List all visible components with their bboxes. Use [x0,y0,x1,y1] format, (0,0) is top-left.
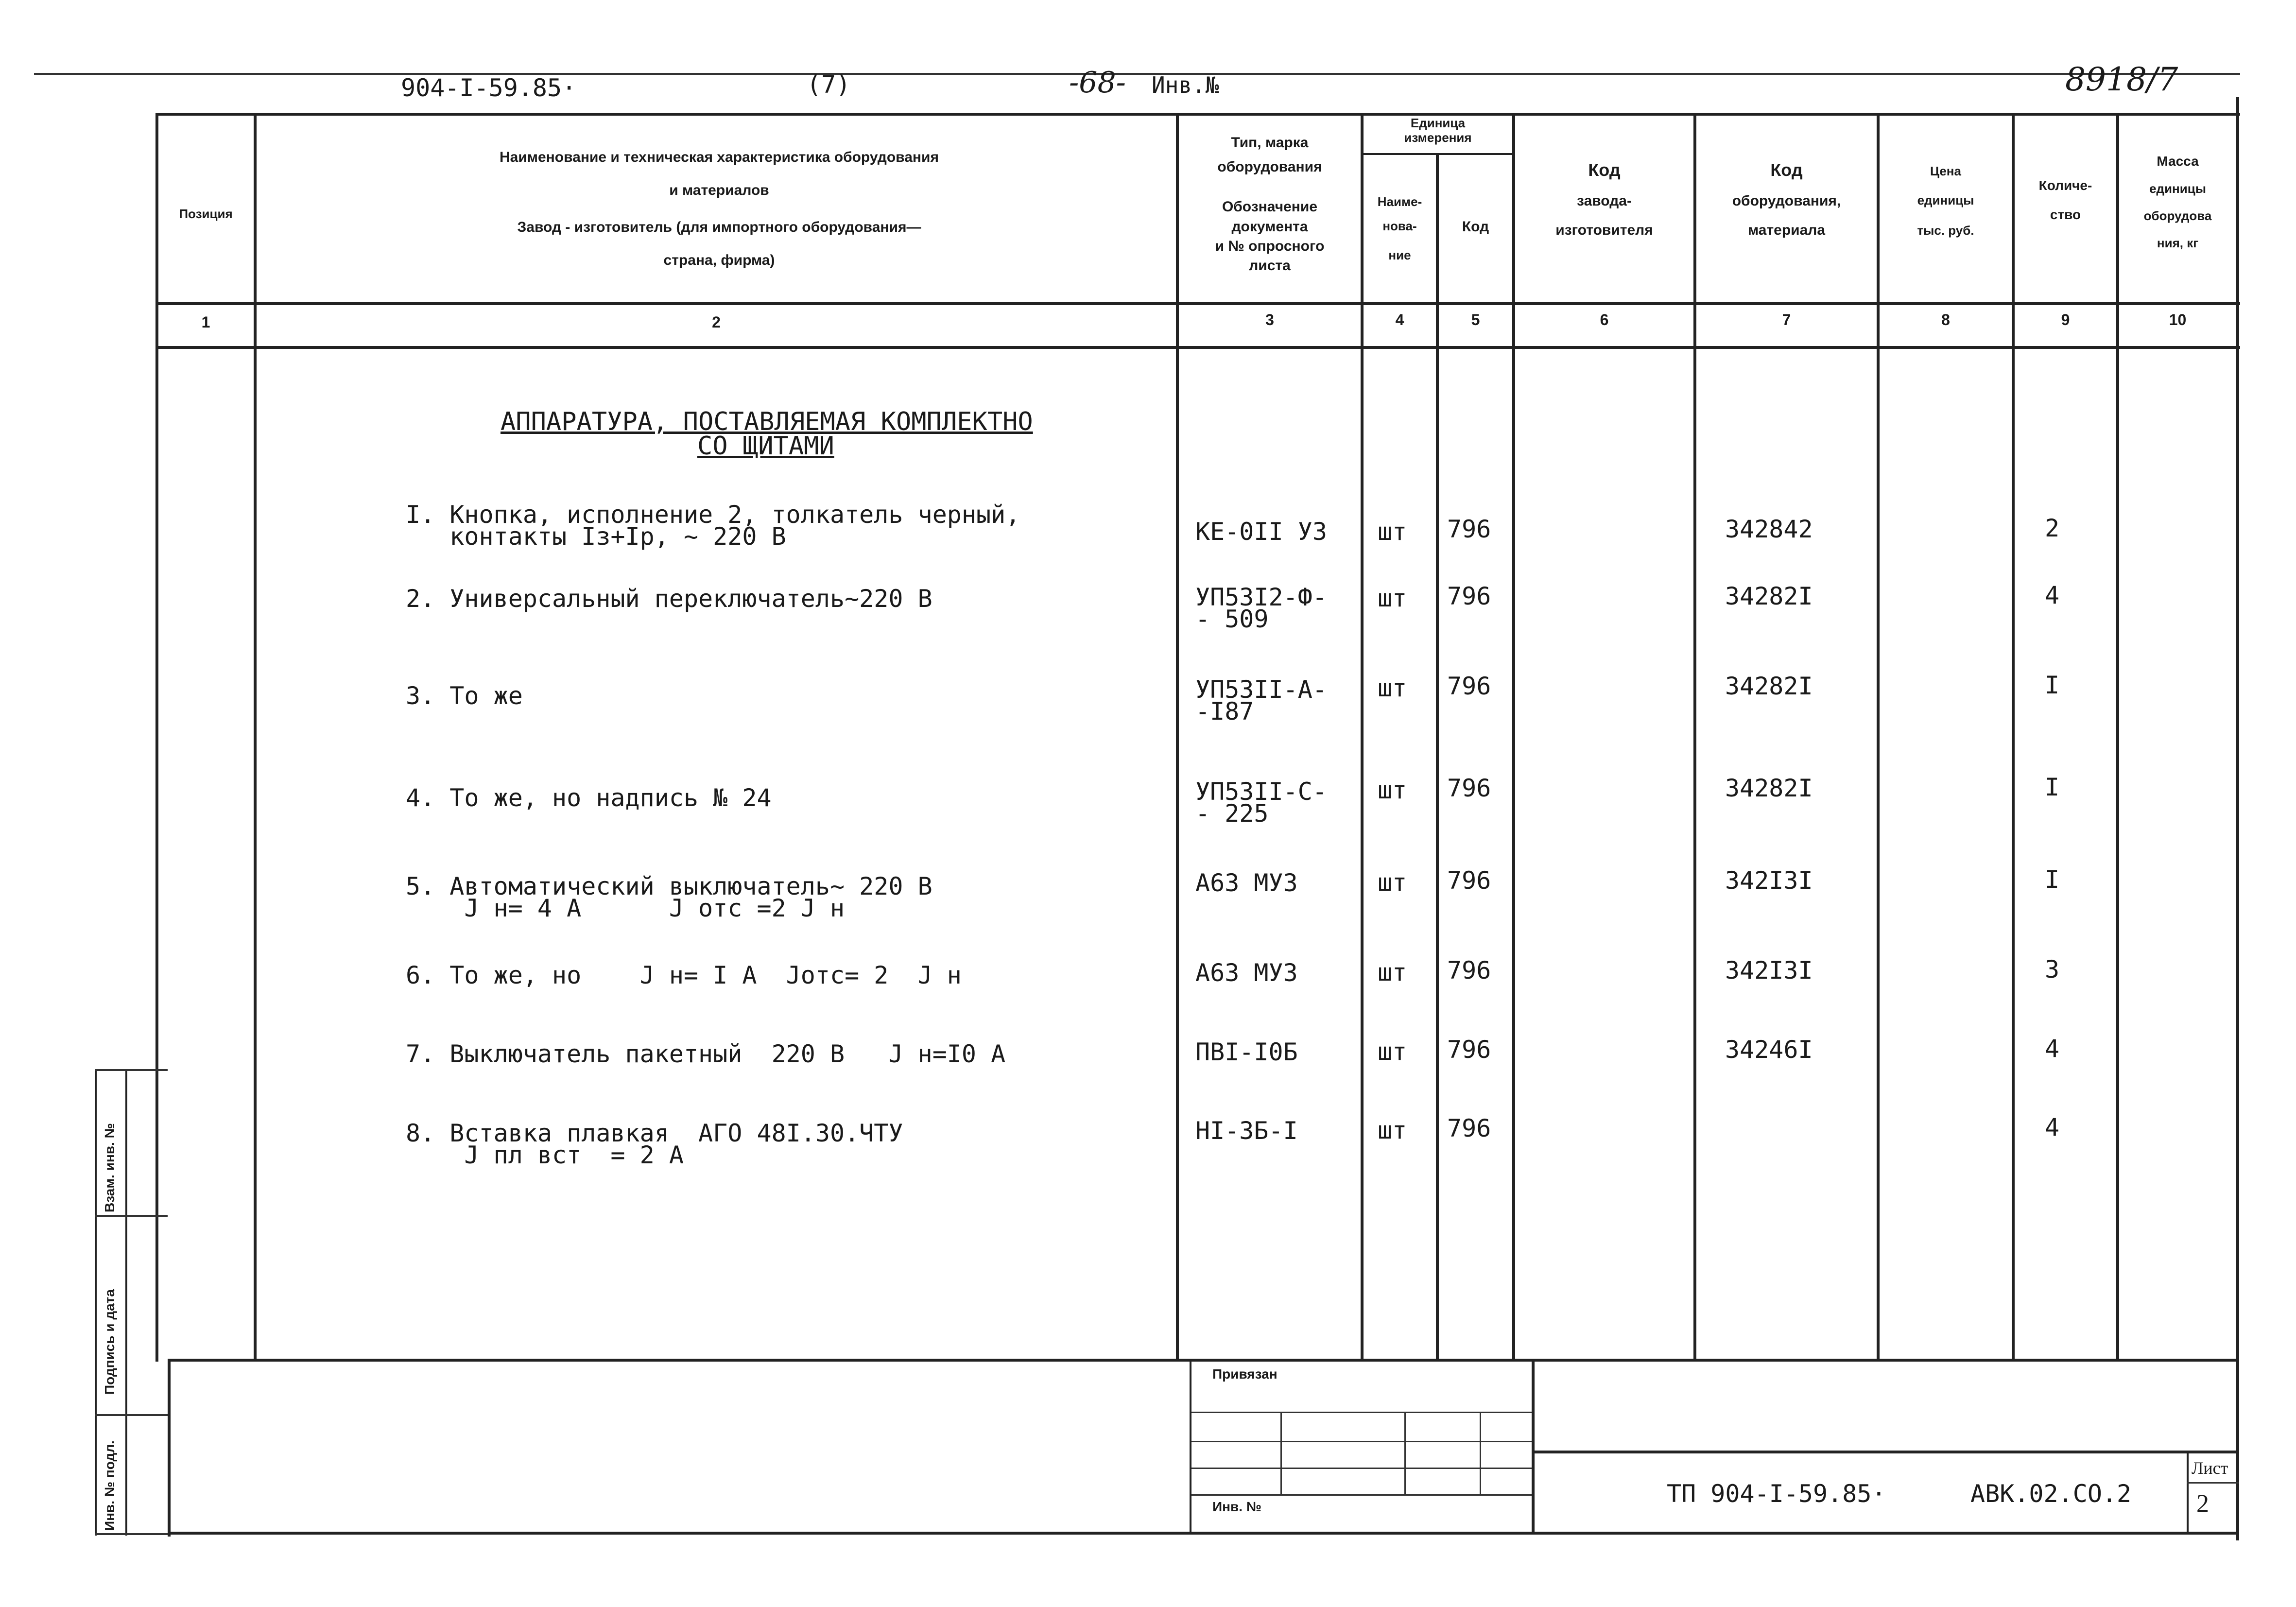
privyazan-col-1 [1280,1412,1282,1494]
header-type-l6: листа [1249,258,1291,274]
row6-code: 796 [1447,956,1491,985]
row6-type: А63 МУЗ [1195,959,1298,987]
side-podpis-label: Подпись и дата [102,1289,117,1395]
section-title-l1: АППАРАТУРА, ПОСТАВЛЯЕМАЯ КОМПЛЕКТНО [501,407,1033,436]
page-paren: (7) [807,70,851,99]
row3-name-l1: 3. То же [406,682,523,710]
header-mass-l1: Масса [2157,154,2199,169]
row1-type: КЕ-0II УЗ [1195,518,1327,546]
row8-name-l1: 8. Вставка плавкая АГО 48I.30.ЧТУ [406,1119,903,1147]
stamp-doc-code: ТП 904-I-59.85· [1667,1480,1886,1508]
row1-unit: шт [1378,518,1407,546]
row3-material: 34282I [1725,672,1813,700]
row6-name-l1: 6. То же, но J н= I А Jотс= 2 J н [406,961,962,989]
side-vzam-label: Взам. инв. № [102,1123,117,1212]
stamp-bottom-line [168,1532,2239,1535]
row2-type-l2: - 509 [1195,605,1269,633]
row1-name-l1: I. Кнопка, исполнение 2, толкатель черный, [406,501,1020,529]
row1-material: 342842 [1725,515,1813,543]
page-number: -68- [1069,66,1126,100]
top-border-line [34,73,2240,75]
row4-code: 796 [1447,774,1491,802]
header-name-l3: Завод - изготовитель (для импортного оборудования— [517,219,921,235]
header-unit-l1: Единица [1410,116,1466,130]
stamp-top-line [168,1359,2239,1362]
privyazan-inv-label: Инв. № [1212,1499,1262,1514]
header-factory-code-l2: завода- [1577,193,1632,209]
row7-qty: 4 [2045,1035,2060,1063]
header-mass-l4: ния, кг [2157,236,2199,250]
col-line-9 [2116,113,2119,1362]
col-num-3: 3 [1265,311,1274,328]
row4-material: 34282I [1725,774,1813,802]
col-num-9: 9 [2061,311,2070,328]
sheet-number: 2 [2196,1490,2209,1518]
header-price-l1: Цена [1930,164,1961,178]
privyazan-label: Привязан [1212,1366,1277,1382]
title-block-top [1532,1451,2239,1453]
side-inv-podl-label: Инв. № подл. [102,1440,117,1531]
header-material-code-l2: оборудования, [1732,193,1841,209]
header-price-l3: тыс. руб. [1917,223,1974,238]
row2-material: 34282I [1725,582,1813,610]
row3-type-l2: -I87 [1195,697,1254,726]
col-num-10: 10 [2169,311,2187,328]
row5-type: А63 МУЗ [1195,869,1298,897]
row4-qty: I [2045,773,2060,801]
col-num-1: 1 [201,313,210,331]
frame-top [155,113,2240,116]
row1-name-l2: контакты Iз+Iр, ~ 220 В [406,522,786,551]
side-stamp-top [95,1069,168,1071]
row5-qty: I [2045,865,2060,894]
col-line-1 [254,113,257,1362]
row8-unit: шт [1378,1116,1407,1144]
row6-qty: 3 [2045,955,2060,984]
header-type-l5: и № опросного [1215,238,1325,254]
stamp-left-line [168,1359,171,1537]
sheet-box-divider [2187,1482,2239,1484]
header-type-l2: оборудования [1217,159,1322,175]
row4-type-l2: - 225 [1195,799,1269,828]
col-line-8 [2012,113,2015,1362]
row8-type: НI-3Б-I [1195,1117,1298,1145]
row1-qty: 2 [2045,514,2060,542]
privyazan-left [1190,1361,1191,1534]
col-line-7 [1877,113,1880,1362]
header-name-l4: страна, фирма) [663,252,775,268]
header-name-l1: Наименование и техническая характеристика оборудования [500,149,939,165]
frame-left [155,113,158,1362]
header-unit-name-l2: нова- [1382,219,1417,233]
handwritten-number: 8918/7 [2065,61,2178,98]
row4-unit: шт [1378,776,1407,804]
privyazan-right [1532,1361,1535,1534]
row7-type: ПВI-I0Б [1195,1038,1298,1066]
side-stamp-bottom [95,1533,168,1535]
col-num-2: 2 [712,313,721,331]
col-line-3 [1361,113,1364,1362]
frame-right [2236,97,2239,1540]
col-num-4: 4 [1395,311,1404,328]
header-material-code-l3: материала [1747,222,1826,238]
row2-name-l1: 2. Универсальный переключатель~220 В [406,585,932,613]
row2-unit: шт [1378,584,1407,612]
row8-qty: 4 [2045,1113,2060,1141]
header-position: Позиция [179,207,233,221]
row2-code: 796 [1447,582,1491,610]
row3-type-l1: УП53II-А- [1195,675,1327,704]
row3-code: 796 [1447,672,1491,700]
row2-qty: 4 [2045,581,2060,609]
row5-name-l2: J н= 4 А J отс =2 J н [406,894,845,922]
header-qty-l1: Количе- [2038,178,2092,193]
privyazan-row-4 [1191,1494,1532,1496]
side-stamp-div1 [95,1215,168,1217]
header-unit-name-l3: ние [1388,248,1411,262]
row8-name-l2: J пл вст = 2 А [406,1141,684,1169]
row2-type-l1: УП53I2-Ф- [1195,583,1327,611]
row3-qty: I [2045,671,2060,699]
header-bottom [155,302,2240,305]
row7-unit: шт [1378,1037,1407,1066]
sheet-box-left [2187,1451,2189,1533]
col-line-5 [1512,113,1515,1362]
row7-code: 796 [1447,1036,1491,1064]
header-type-l1: Тип, марка [1231,135,1309,151]
col-num-5: 5 [1471,311,1480,328]
doc-code-top: 904-I-59.85· [401,74,577,102]
sheet-label: Лист [2192,1458,2228,1478]
header-mass-l2: единицы [2149,181,2206,196]
privyazan-col-2 [1404,1412,1406,1494]
side-stamp-div2 [95,1414,168,1416]
row6-unit: шт [1378,958,1407,986]
unit-divider [1361,153,1515,155]
row5-code: 796 [1447,866,1491,895]
header-type-l4: документа [1231,219,1308,235]
header-type-l3: Обозначение [1222,199,1318,215]
inventory-label: Инв.№ [1152,72,1219,98]
header-material-code-l1: Код [1770,160,1803,180]
row1-code: 796 [1447,515,1491,543]
col-num-6: 6 [1600,311,1609,328]
col-num-7: 7 [1782,311,1791,328]
header-factory-code-l1: Код [1588,160,1621,180]
section-title-l2: СО ЩИТАМИ [697,432,834,461]
row3-unit: шт [1378,674,1407,702]
header-factory-code-l3: изготовителя [1555,222,1653,238]
col-line-4 [1436,153,1439,1362]
row7-material: 34246I [1725,1036,1813,1064]
side-stamp-mid [125,1069,127,1536]
header-unit-code: Код [1462,219,1489,235]
row5-name-l1: 5. Автоматический выключатель~ 220 В [406,872,932,900]
row4-name-l1: 4. То же, но надпись № 24 [406,784,772,812]
col-num-8: 8 [1941,311,1950,328]
row6-material: 342I3I [1725,956,1813,985]
header-unit-name-l1: Наиме- [1377,194,1422,209]
row7-name-l1: 7. Выключатель пакетный 220 В J н=I0 А [406,1040,1006,1068]
header-mass-l3: оборудова [2143,208,2212,223]
row8-code: 796 [1447,1114,1491,1142]
row5-material: 342I3I [1725,866,1813,895]
header-qty-l2: ство [2050,207,2081,222]
row4-type-l1: УП53II-С- [1195,778,1327,806]
header-unit-l2: измерения [1404,130,1472,145]
col-line-2 [1176,113,1179,1362]
side-stamp-left [95,1069,97,1536]
header-name-l2: и материалов [669,182,769,198]
privyazan-col-3 [1480,1412,1481,1494]
col-line-6 [1693,113,1696,1362]
row5-unit: шт [1378,868,1407,897]
stamp-mark: АВК.02.СО.2 [1970,1480,2132,1508]
numbers-bottom [155,346,2240,349]
header-price-l2: единицы [1917,193,1974,207]
